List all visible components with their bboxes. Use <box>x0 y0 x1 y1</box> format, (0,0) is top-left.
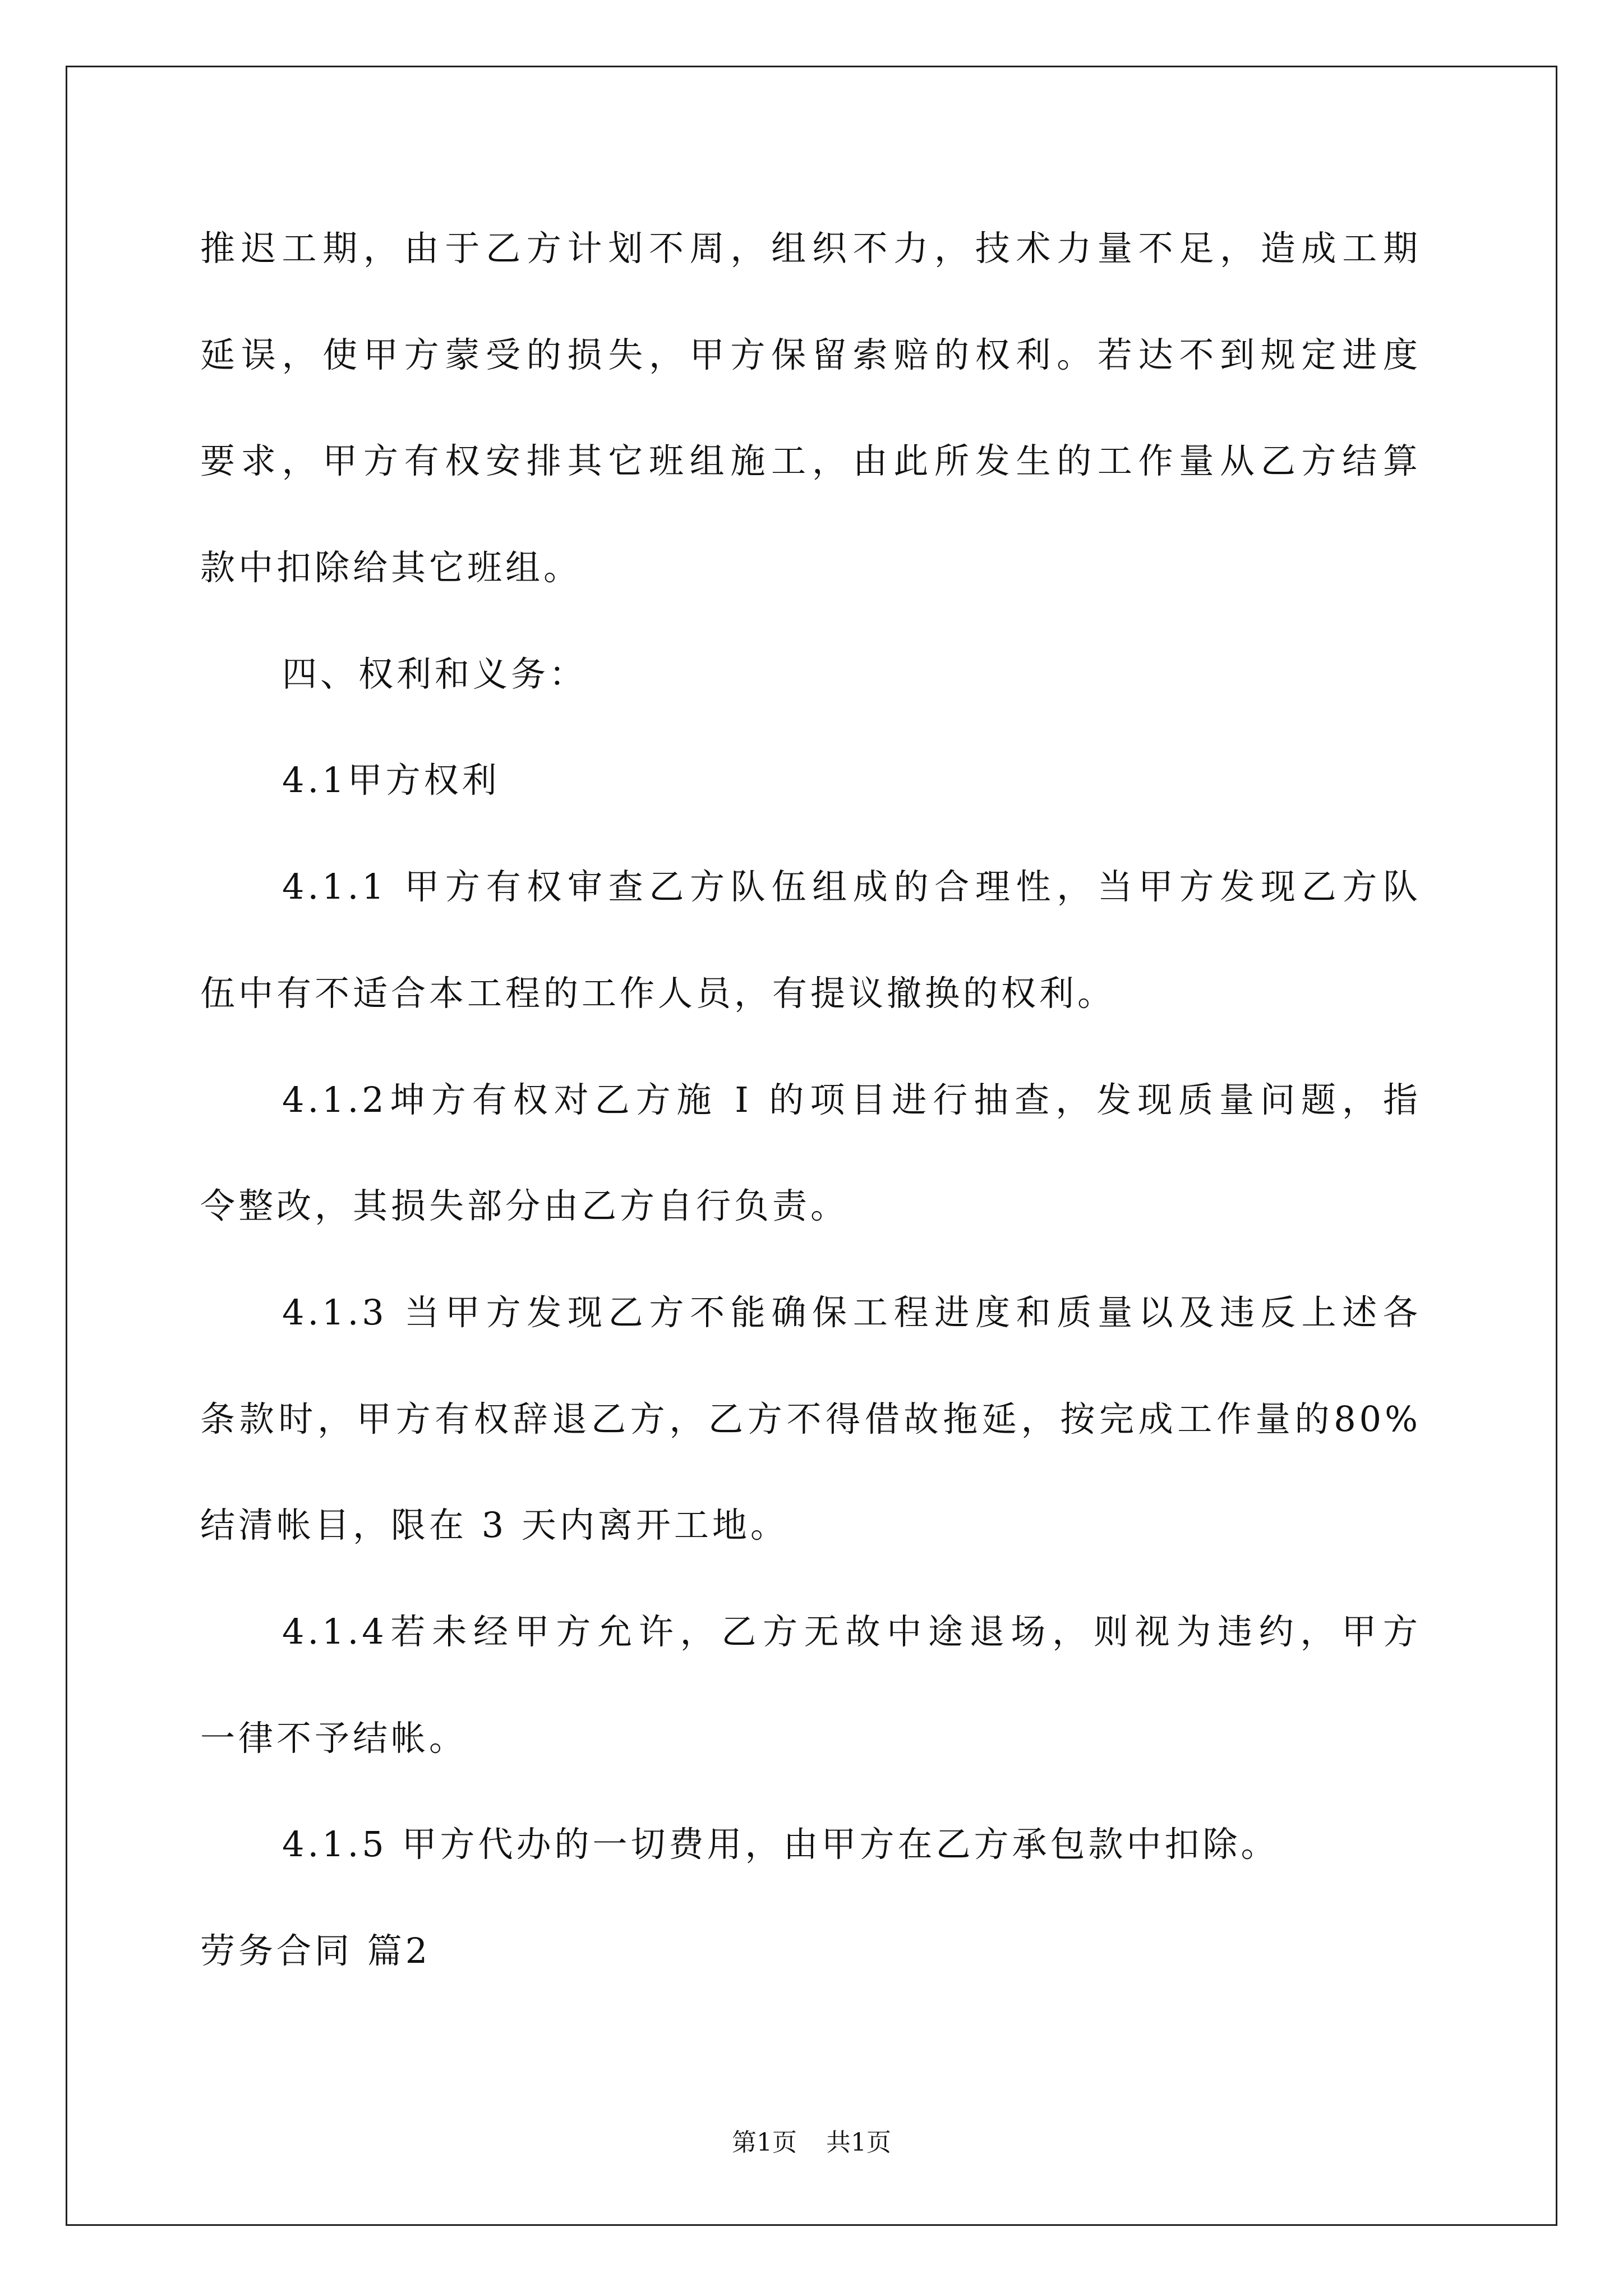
text-line: 劳务合同 篇2 <box>200 1930 431 1971</box>
page-total: 共1页 <box>826 2128 891 2157</box>
text-line: 延误，使甲方蒙受的损失，甲方保留索赔的权利。若达不到规定进度 <box>200 334 1421 375</box>
paragraph <box>200 834 1421 1046</box>
text-line: 推迟工期，由于乙方计划不周，组织不力，技术力量不足，造成工期 <box>200 228 1421 269</box>
paragraph <box>200 1791 1421 1898</box>
text-line: 4.1.5 甲方代办的一切费用，由甲方在乙方承包款中扣除。 <box>282 1824 1279 1865</box>
document-title <box>200 1898 1421 2004</box>
page-number: 第1页 <box>732 2128 797 2157</box>
footer <box>0 2126 1623 2160</box>
text-line: 要求，甲方有权安排其它班组施工，由此所发生的工作量从乙方结算 <box>200 440 1421 482</box>
text-line: 条款时，甲方有权辞退乙方，乙方不得借故拖延，按完成工作量的80% <box>200 1398 1421 1439</box>
paragraph <box>200 195 1421 621</box>
text-line: 4.1.2坤方有权对乙方施 I 的项目进行抽查，发现质量问题，指 <box>282 1079 1421 1120</box>
text-line: 结清帐目，限在 3 天内离开工地。 <box>200 1504 789 1546</box>
text-line: 四、权利和义务： <box>282 653 588 694</box>
text-line: 4.1.1 甲方有权审查乙方队伍组成的合理性，当甲方发现乙方队 <box>282 866 1421 908</box>
text-line: 令整改，其损失部分由乙方自行负责。 <box>200 1185 849 1227</box>
paragraph <box>200 1259 1421 1579</box>
body-text <box>200 195 1421 2004</box>
text-line: 4.1甲方权利 <box>282 760 500 801</box>
text-line: 一律不予结帐。 <box>200 1717 468 1759</box>
text-line: 伍中有不适合本工程的工作人员，有提议撤换的权利。 <box>200 972 1116 1014</box>
paragraph <box>200 1047 1421 1259</box>
subsection-heading <box>200 727 1421 834</box>
text-line: 款中扣除给其它班组。 <box>200 547 582 588</box>
text-line: 4.1.4若未经甲方允许，乙方无故中途退场，则视为违约，甲方 <box>282 1611 1421 1652</box>
paragraph <box>200 1579 1421 1791</box>
section-heading <box>200 621 1421 728</box>
text-line: 4.1.3 当甲方发现乙方不能确保工程进度和质量以及违反上述各 <box>282 1291 1421 1333</box>
